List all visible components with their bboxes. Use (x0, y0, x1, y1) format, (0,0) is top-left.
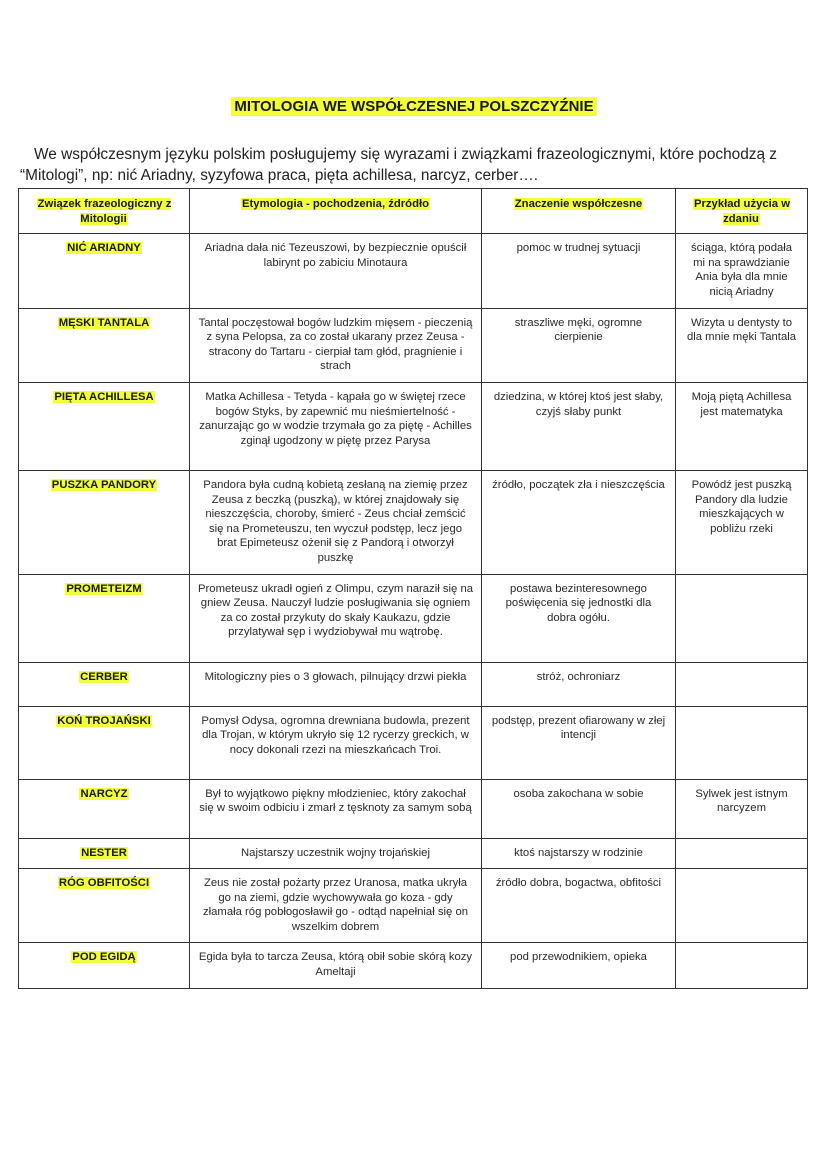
table-row (19, 869, 808, 943)
phrase-cell (19, 838, 190, 869)
example-cell (676, 470, 808, 574)
table-row (19, 470, 808, 574)
meaning-cell (482, 308, 676, 382)
table-row (19, 308, 808, 382)
etymology-cell (190, 234, 482, 308)
table-row (19, 943, 808, 988)
example-cell (676, 943, 808, 988)
meaning-cell-text: podstęp, prezent ofiarowany w złej intencji (491, 714, 666, 742)
phrase-cell-text: PROMETEIZM (66, 582, 142, 595)
table-row (19, 382, 808, 470)
phrase-cell (19, 470, 190, 574)
etymology-cell-text: Tantal poczęstował bogów ludzkim mięsem - pieczenią z syna Pelopsa, za co został ukarany przez Zeusa - stracony do Tartaru - cierpiał tam głód, pragnienie i strach (198, 316, 473, 373)
mythology-table (18, 188, 808, 989)
meaning-cell (482, 943, 676, 988)
table-row (19, 574, 808, 662)
example-cell (676, 382, 808, 470)
meaning-cell-text: postawa bezinteresownego poświęcenia się jednostki dla dobra ogółu. (505, 582, 652, 624)
meaning-cell-text: pomoc w trudnej sytuacji (516, 242, 641, 255)
phrase-cell (19, 308, 190, 382)
example-cell (676, 869, 808, 943)
etymology-cell-text: Pomysł Odysa, ogromna drewniana budowla, prezent dla Trojan, w którym ukryło się 12 rycerzy greckich, w nocy dokonali rzezi na mieszkańcach Troi. (201, 714, 470, 756)
header-phrase-label: Związek frazeologiczny z Mitologii (37, 198, 172, 225)
etymology-cell-text: Pandora była cudną kobietą zesłaną na ziemię przez Zeusa z beczką (puszką), w której znajdowały się nieszczęścia, choroby, śmierć - Zeus chciał zemścić się na Prometeuszu, ten wyczuł podstęp, lecz jego brat Epimeteusz ożenił się z Pandorą i otworzył puszkę (203, 478, 468, 564)
phrase-cell-text: KOŃ TROJAŃSKI (57, 714, 151, 727)
example-cell-text: Moją piętą Achillesa jest matematyka (691, 390, 792, 418)
phrase-cell (19, 234, 190, 308)
table-header-row (19, 189, 808, 234)
header-meaning (482, 189, 676, 234)
etymology-cell-text: Mitologiczny pies o 3 głowach, pilnujący drzwi piekła (204, 670, 467, 683)
etymology-cell-text: Matka Achillesa - Tetyda - kąpała go w świętej rzece bogów Styks, by zapewnić mu nieśmiertelność - zanurzając go w wodzie trzymała go za piętę - Achilles zginął ugodzony w piętę przez Parysa (199, 390, 472, 447)
meaning-cell (482, 574, 676, 662)
etymology-cell (190, 662, 482, 706)
meaning-cell-text: ktoś najstarszy w rodzinie (514, 846, 643, 859)
phrase-cell (19, 943, 190, 988)
example-cell (676, 574, 808, 662)
meaning-cell-text: straszliwe męki, ogromne cierpienie (514, 316, 643, 344)
phrase-cell-text: MĘSKI TANTALA (58, 316, 150, 329)
table-row (19, 234, 808, 308)
etymology-cell (190, 308, 482, 382)
phrase-cell-text: RÓG OBFITOŚCI (58, 877, 150, 890)
example-cell (676, 662, 808, 706)
meaning-cell (482, 470, 676, 574)
phrase-cell-text: CERBER (80, 670, 128, 683)
etymology-cell (190, 838, 482, 869)
etymology-cell (190, 470, 482, 574)
phrase-cell-text: NESTER (81, 846, 127, 859)
example-cell (676, 838, 808, 869)
meaning-cell-text: dziedzina, w której ktoś jest słaby, czyjś słaby punkt (493, 390, 664, 418)
phrase-cell (19, 869, 190, 943)
etymology-cell (190, 779, 482, 838)
etymology-cell (190, 706, 482, 779)
header-etymology (190, 189, 482, 234)
etymology-cell (190, 382, 482, 470)
etymology-cell-text: Ariadna dała nić Tezeuszowi, by bezpiecznie opuścił labirynt po zabiciu Minotaura (204, 242, 467, 269)
meaning-cell-text: źródło dobra, bogactwa, obfitości (495, 877, 662, 890)
etymology-cell (190, 869, 482, 943)
header-etymology-label: Etymologia - pochodzenia, źdródło (241, 198, 430, 210)
etymology-cell-text: Zeus nie został pożarty przez Uranosa, matka ukryła go na ziemi, gdzie wychowywała go koza - gdy złamała róg pobłogosławił go - odtąd napełniał się on wszelkim dobrem (202, 877, 469, 933)
table-row (19, 706, 808, 779)
etymology-cell (190, 943, 482, 988)
phrase-cell (19, 779, 190, 838)
meaning-cell-text: osoba zakochana w sobie (513, 787, 644, 800)
example-cell (676, 234, 808, 308)
etymology-cell-text: Prometeusz ukradł ogień z Olimpu, czym naraził się na gniew Zeusa. Nauczył ludzie posługiwania się ogniem za co został przykuty do skały Kaukazu, gdzie przylatywał sęp i wydziobywał mu wątrobę. (198, 582, 474, 639)
phrase-cell (19, 382, 190, 470)
header-meaning-label: Znaczenie współczesne (514, 198, 643, 210)
table-row (19, 779, 808, 838)
table-row (19, 838, 808, 869)
phrase-cell-text: NARCYZ (80, 787, 128, 800)
example-cell-text: Wizyta u dentysty to dla mnie męki Tantala (686, 316, 797, 344)
meaning-cell (482, 779, 676, 838)
example-cell-text: Powódź jest puszką Pandory dla ludzie mieszkających w pobliżu rzeki (691, 478, 792, 535)
meaning-cell-text: pod przewodnikiem, opieka (510, 951, 647, 964)
meaning-cell (482, 869, 676, 943)
meaning-cell (482, 382, 676, 470)
table-row (19, 662, 808, 706)
example-cell (676, 779, 808, 838)
header-phrase (19, 189, 190, 234)
intro-paragraph (20, 144, 810, 186)
meaning-cell (482, 838, 676, 869)
etymology-cell-text: Egida była to tarcza Zeusa, którą obił sobie skórą kozy Ameltaji (198, 951, 473, 979)
etymology-cell-text: Najstarszy uczestnik wojny trojańskiej (241, 846, 430, 859)
example-cell (676, 308, 808, 382)
meaning-cell-text: stróż, ochroniarz (536, 670, 621, 683)
phrase-cell (19, 574, 190, 662)
example-cell-text: ściąga, którą podała mi na sprawdzianie Ania była dla mnie nicią Ariadny (690, 242, 793, 298)
header-example (676, 189, 808, 234)
etymology-cell (190, 574, 482, 662)
title-wrapper (0, 97, 828, 116)
example-cell-text: Sylwek jest istnym narcyzem (695, 787, 788, 815)
meaning-cell (482, 706, 676, 779)
meaning-cell (482, 662, 676, 706)
phrase-cell (19, 706, 190, 779)
page-title: MITOLOGIA WE WSPÓŁCZESNEJ POLSZCZYŹNIE (231, 97, 596, 116)
phrase-cell-text: NIĆ ARIADNY (67, 242, 141, 255)
meaning-cell-text: źródło, początek zła i nieszczęścia (492, 478, 665, 491)
etymology-cell-text: Był to wyjątkowo piękny młodzieniec, który zakochał się w swoim odbiciu i zmarł z tęsknoty za samym sobą (199, 787, 472, 815)
phrase-cell-text: PUSZKA PANDORY (51, 478, 157, 491)
phrase-cell (19, 662, 190, 706)
phrase-cell-text: PIĘTA ACHILLESA (54, 390, 154, 403)
phrase-cell-text: POD EGIDĄ (72, 951, 136, 964)
intro-text: We współczesnym języku polskim posługujemy się wyrazami i związkami frazeologicznymi, które pochodzą z “Mitologi”, np: nić Ariadny, syzyfowa praca, pięta achillesa, narcyz, cerber…. (20, 146, 778, 184)
header-example-label: Przykład użycia w zdaniu (693, 198, 791, 225)
example-cell (676, 706, 808, 779)
meaning-cell (482, 234, 676, 308)
